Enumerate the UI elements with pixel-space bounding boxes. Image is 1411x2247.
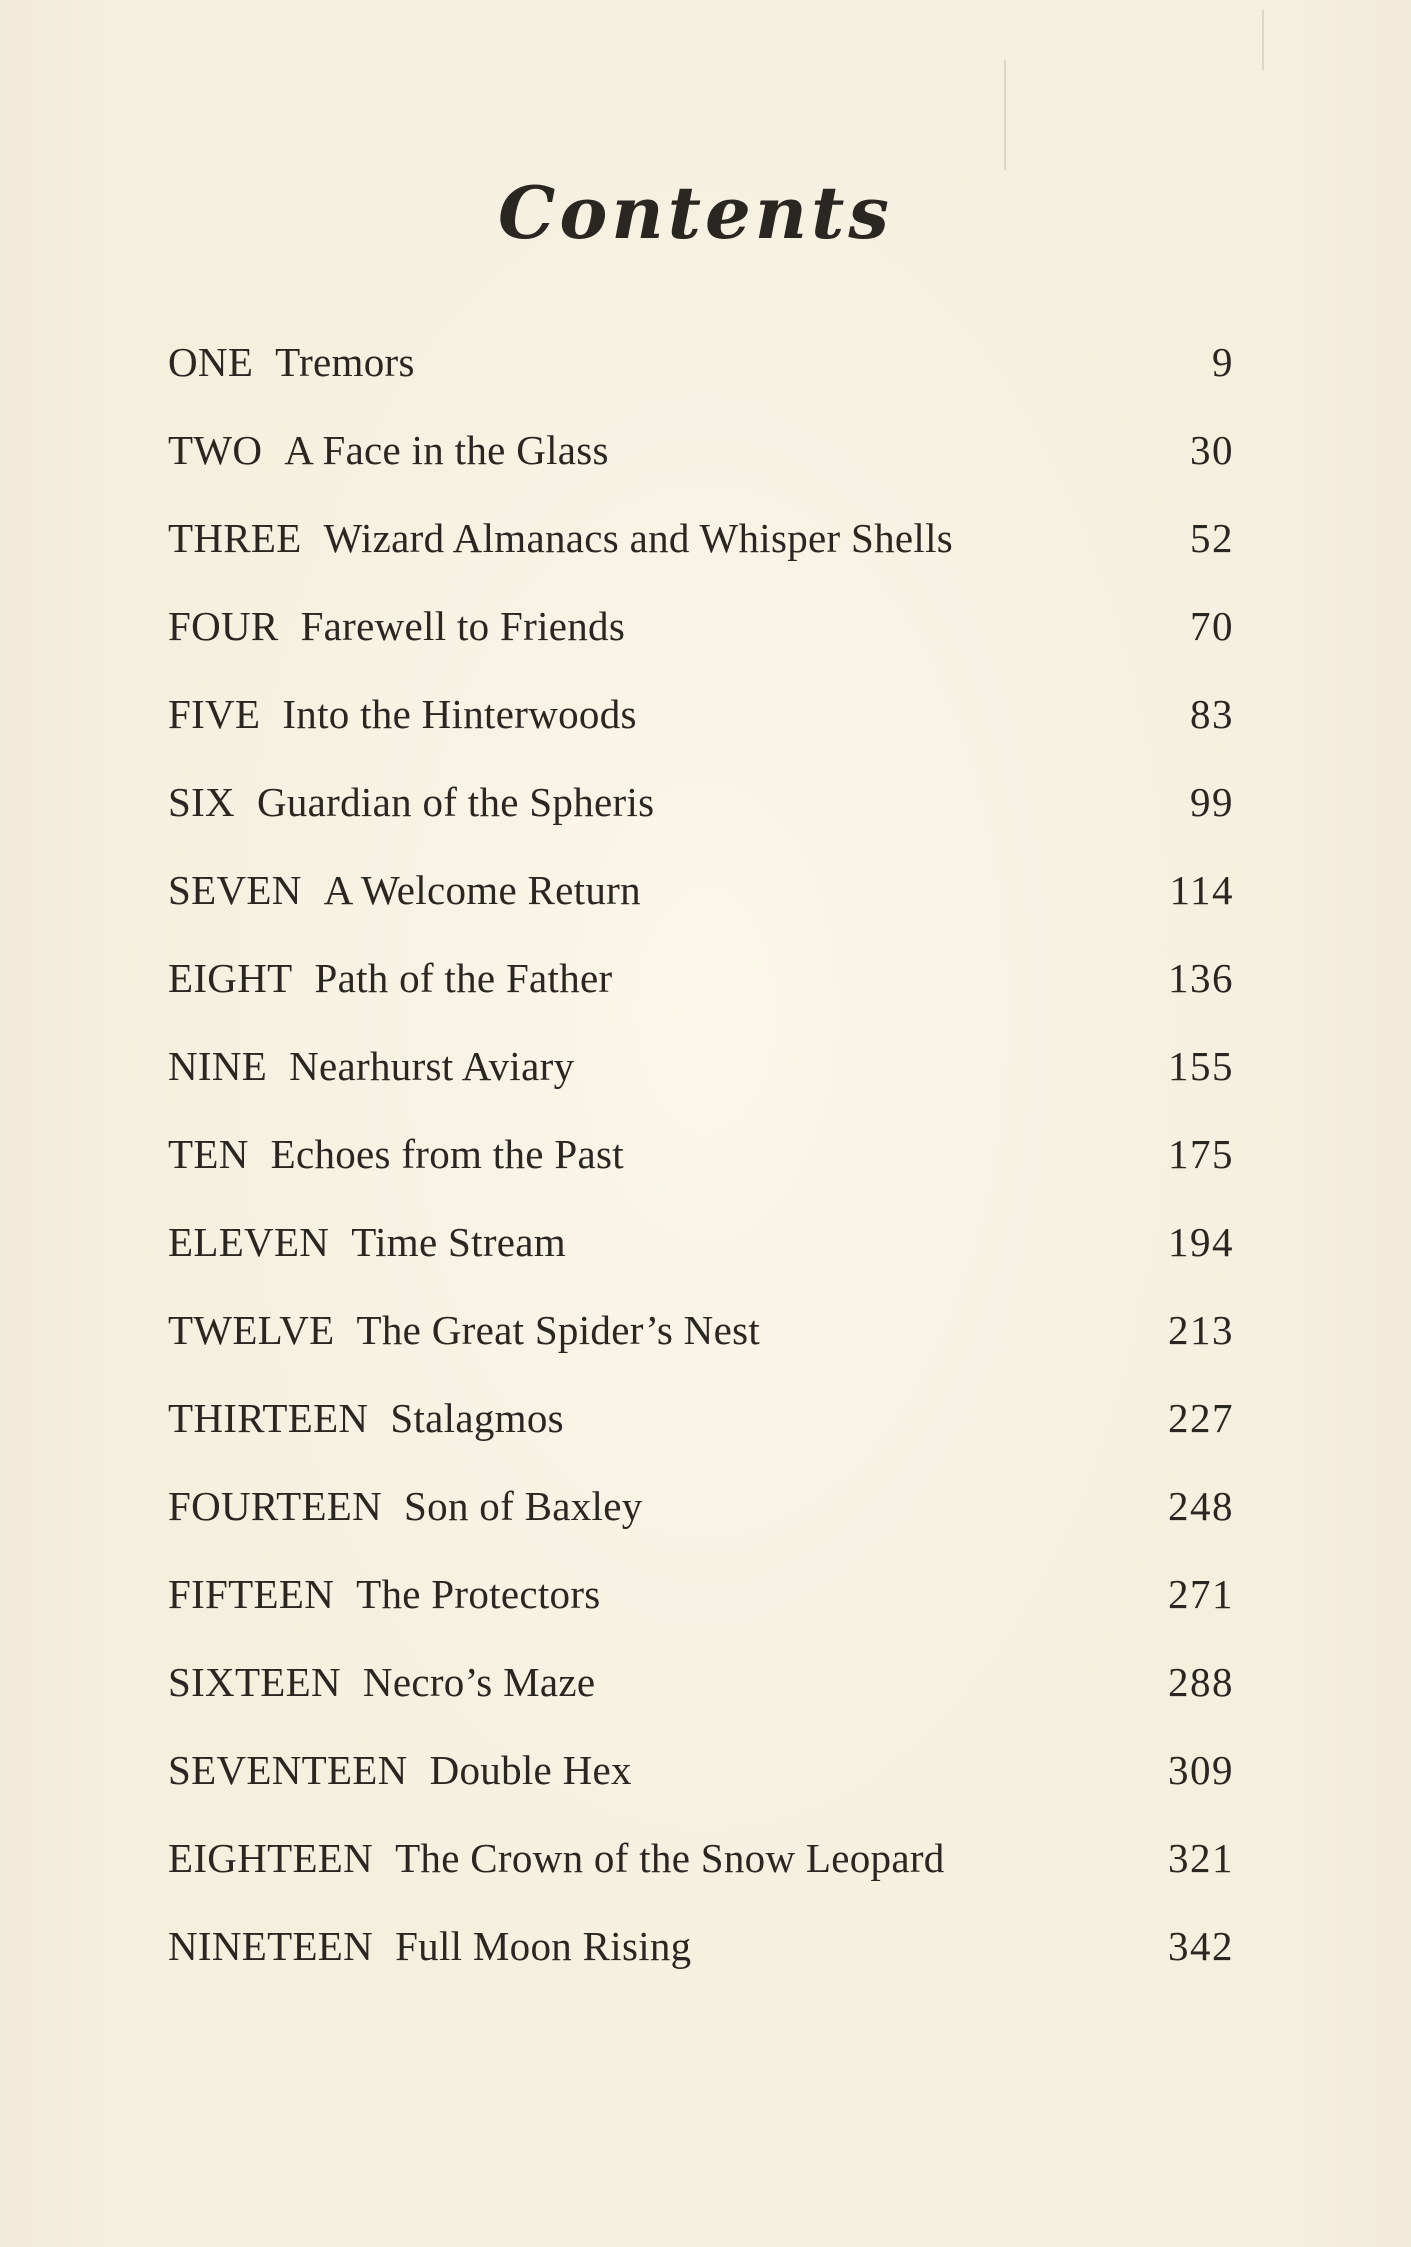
page-number: 248 <box>1168 1483 1234 1529</box>
chapter-number: TWO <box>168 427 263 473</box>
chapter-title: Double Hex <box>429 1747 632 1793</box>
page-number: 175 <box>1168 1131 1234 1177</box>
page-number: 52 <box>1190 515 1234 561</box>
chapter-number: EIGHT <box>168 955 293 1001</box>
toc-entry <box>168 1726 1234 1814</box>
toc-entry-label <box>168 1218 566 1266</box>
page-number: 227 <box>1168 1395 1234 1441</box>
chapter-title: Wizard Almanacs and Whisper Shells <box>323 515 954 561</box>
page-number: 99 <box>1190 779 1234 825</box>
toc-entry <box>168 934 1234 1022</box>
toc-entry-label <box>168 1922 692 1970</box>
toc-entry <box>168 1022 1234 1110</box>
toc-entry-label <box>168 1482 643 1530</box>
toc-entry <box>168 494 1234 582</box>
page-number: 30 <box>1190 427 1234 473</box>
page-title: Contents <box>498 170 893 256</box>
toc-entry-label <box>168 514 953 562</box>
chapter-title: The Protectors <box>356 1571 601 1617</box>
toc-entry-label <box>168 1746 632 1794</box>
toc-entry-label <box>168 1834 945 1882</box>
toc-entry <box>168 1198 1234 1286</box>
page-number: 9 <box>1212 339 1234 385</box>
toc-entry-label <box>168 338 415 386</box>
page-number: 342 <box>1168 1923 1234 1969</box>
toc-entry <box>168 1814 1234 1902</box>
chapter-title: A Welcome Return <box>323 867 641 913</box>
toc-entry <box>168 1374 1234 1462</box>
chapter-number: FIVE <box>168 691 261 737</box>
chapter-number: TWELVE <box>168 1307 335 1353</box>
paper-crease-mark <box>1004 60 1006 170</box>
chapter-number: ONE <box>168 339 254 385</box>
page-number: 309 <box>1168 1747 1234 1793</box>
toc-entry-label <box>168 1394 564 1442</box>
chapter-title: A Face in the Glass <box>284 427 609 473</box>
toc-entry <box>168 758 1234 846</box>
toc-entry <box>168 1550 1234 1638</box>
page-number: 288 <box>1168 1659 1234 1705</box>
chapter-number: SEVEN <box>168 867 302 913</box>
toc-entry <box>168 846 1234 934</box>
toc-entry <box>168 670 1234 758</box>
chapter-title: The Great Spider’s Nest <box>356 1307 761 1353</box>
chapter-title: Into the Hinterwoods <box>282 691 637 737</box>
toc-entry-label <box>168 1042 574 1090</box>
page-number: 213 <box>1168 1307 1234 1353</box>
chapter-number: THREE <box>168 515 302 561</box>
toc-entry <box>168 1286 1234 1374</box>
chapter-title: Full Moon Rising <box>395 1923 692 1969</box>
chapter-number: TEN <box>168 1131 249 1177</box>
chapter-title: Time Stream <box>351 1219 566 1265</box>
toc-entry-label <box>168 426 609 474</box>
chapter-number: SIX <box>168 779 235 825</box>
chapter-title: Echoes from the Past <box>270 1131 624 1177</box>
chapter-title: Son of Baxley <box>404 1483 643 1529</box>
page-number: 321 <box>1168 1835 1234 1881</box>
chapter-number: THIRTEEN <box>168 1395 369 1441</box>
chapter-title: Farewell to Friends <box>300 603 626 649</box>
chapter-number: EIGHTEEN <box>168 1835 374 1881</box>
chapter-number: FOURTEEN <box>168 1483 383 1529</box>
chapter-title: Guardian of the Spheris <box>256 779 655 825</box>
page-number: 155 <box>1168 1043 1234 1089</box>
chapter-number: SEVENTEEN <box>168 1747 408 1793</box>
toc-entry <box>168 1110 1234 1198</box>
toc-entry-label <box>168 1130 624 1178</box>
toc-entry-label <box>168 778 654 826</box>
chapter-title: Path of the Father <box>314 955 613 1001</box>
page-number: 136 <box>1168 955 1234 1001</box>
toc-entry <box>168 1462 1234 1550</box>
page-number: 271 <box>1168 1571 1234 1617</box>
toc-entry <box>168 582 1234 670</box>
toc-entry <box>168 1638 1234 1726</box>
toc-entry-label <box>168 602 625 650</box>
chapter-number: FIFTEEN <box>168 1571 335 1617</box>
chapter-title: Necro’s Maze <box>362 1659 596 1705</box>
toc-entry <box>168 406 1234 494</box>
chapter-title: Nearhurst Aviary <box>289 1043 575 1089</box>
chapter-title: The Crown of the Snow Leopard <box>395 1835 945 1881</box>
page-number: 194 <box>1168 1219 1234 1265</box>
chapter-number: FOUR <box>168 603 279 649</box>
paper-edge-mark <box>1262 10 1264 70</box>
toc-entry-label <box>168 866 641 914</box>
toc-entry <box>168 318 1234 406</box>
chapter-number: ELEVEN <box>168 1219 330 1265</box>
chapter-title: Tremors <box>275 339 415 385</box>
chapter-number: NINETEEN <box>168 1923 374 1969</box>
toc-entry <box>168 1902 1234 1990</box>
toc-entry-label <box>168 1570 601 1618</box>
toc-entry-label <box>168 690 637 738</box>
chapter-title: Stalagmos <box>390 1395 564 1441</box>
toc-entry-label <box>168 1658 595 1706</box>
chapter-number: SIXTEEN <box>168 1659 341 1705</box>
toc-entry-label <box>168 1306 760 1354</box>
chapter-number: NINE <box>168 1043 268 1089</box>
page-number: 83 <box>1190 691 1234 737</box>
toc-entry-label <box>168 954 613 1002</box>
page-number: 114 <box>1169 867 1234 913</box>
table-of-contents <box>168 318 1234 1990</box>
page-number: 70 <box>1190 603 1234 649</box>
